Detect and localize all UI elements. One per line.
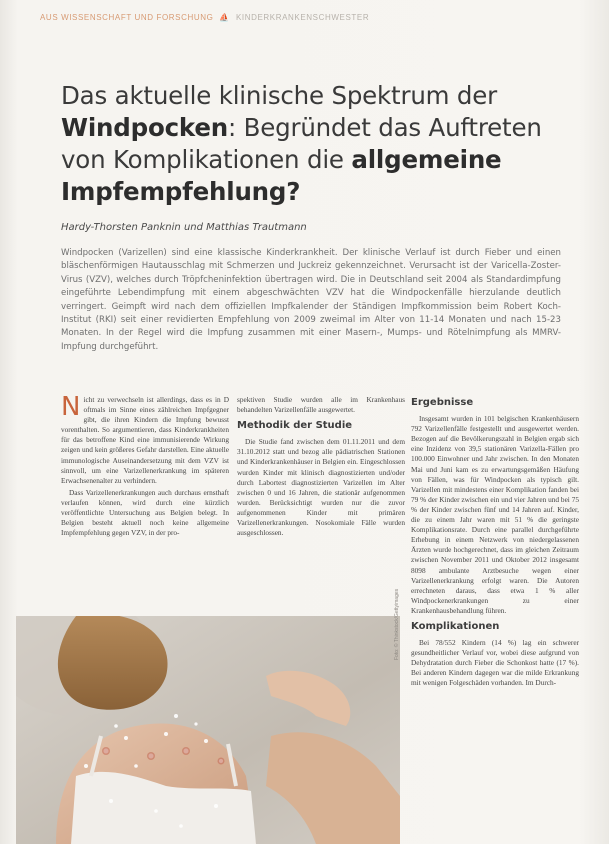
- photo-credit: Foto: © Thinkstock/Gettyimages: [394, 588, 400, 660]
- heading-komplikationen: Komplikationen: [411, 620, 500, 632]
- running-header: [40, 10, 589, 24]
- column-3-paragraph-1: Insgesamt wurden in 101 belgischen Krankenhäusern 792 Varizellenfälle festgestellt und ausgewertet werden. Bezogen auf die Bevölkerungszahl in Belgien ergab sich eine Inzidenz von 39,5 stationären Varizella-Fällen pro 100.000 Einwohner und Jahr zwischen. In den Monaten Mai und Juni kam es zu erwartungsgemäßen Häufung von Fällen, was für Windpocken als typisch gilt. Varizellen mit mindestens einer Komplikation fanden bei 79 % der Kinder zwischen ein und vier Jahren und bei 75 % der Kinder zwischen fünf und 14 Jahren auf. Kinder, die zu einem Jahr waren mit 51 % die geringste Komplikationsrate. Durch eine parallel durchgeführte Erhebung in einem Netzwerk von niedergelassenen Ärzten wurde hochgerechnet, dass im gleichen Zeitraum zwischen November 2011 und Oktober 2012 insgesamt 8098 ambulante Arztbesuche wegen einer Varizellenerkrankung erfolgt waren. Die Autoren errechneten daraus, dass etwa 1 % aller Windpockenerkrankungen zu einer Krankenhausbehandlung führen.: [411, 414, 579, 615]
- article-authors: Hardy-Thorsten Panknin und Matthias Trautmann: [61, 222, 307, 233]
- title-part-1: Das aktuelle klinische Spektrum der: [61, 81, 497, 110]
- column-1-paragraph-1-text: icht zu verwechseln ist allerdings, dass es in D oftmals im Sinne eines zählreichen Impfgegner gibt, die ihren Kindern die Impfung bewusst vorenthalten. So argumentieren, dass Kinderkrankheiten für das betroffene Kind eine immunisierende Wirkung zeigen und kein größeres Gefahr darstellen. Eine aktuelle immunologische Auseinandersetzung mit dem VZV ist sinnvoll, um eine Varizellenerkrankung im späteren Erwachsenenalter zu verhindern.: [61, 395, 229, 485]
- column-1-paragraph-2: Dass Varizellenerkrankungen auch durchaus ernsthaft verlaufen können, wird durch eine kürzlich veröffentlichte Untersuchung aus Belgien belegt. In Belgien besteht aktuell noch keine allgemeine Impfempfehlung gegen VZV, in der pro-: [61, 487, 229, 538]
- article-title: [61, 80, 581, 208]
- text-column-3: [411, 398, 579, 691]
- title-part-2: : Begründet das Auftreten von Komplikationen die: [61, 113, 542, 174]
- title-bold-2: allgemeine Impfempfehlung?: [61, 145, 502, 206]
- column-2-paragraph-1: spektiven Studie wurden alle im Krankenhaus behandelten Varizellenfälle ausgewertet.: [237, 395, 405, 415]
- drop-cap: N: [61, 392, 81, 422]
- column-3-paragraph-2: Bei 78/552 Kindern (14 %) lag ein schwerer gesundheitlicher Verlauf vor, wobei diese aufgrund von Dehydratation durch Fieber die Schonkost hatte (17 %). Bei anderen Kindern dagegen war die milde Erkrankung mit wenigen Folgeschäden vorhanden. Im Durch-: [411, 638, 579, 688]
- text-column-1: [61, 392, 229, 540]
- article-photo: [16, 616, 400, 844]
- publication-name: KINDERKRANKENSCHWESTER: [235, 12, 370, 22]
- section-label: AUS WISSENSCHAFT UND FORSCHUNG: [40, 12, 214, 22]
- publication-logo-icon: ⛵: [219, 12, 230, 22]
- text-column-2: [237, 395, 405, 540]
- child-with-chickenpox-illustration: [16, 616, 400, 844]
- article-abstract: Windpocken (Varizellen) sind eine klassische Kinderkrankheit. Der klinische Verlauf ist durch Fieber und einen bläschenförmigen Hautausschlag mit Schmerzen und Juckreiz gekennzeichnet. Verursacht ist der Varicella-Zoster-Virus (VZV), welches durch Tröpfcheninfektion übertragen wird. Die in Deutschland seit 2004 als Standardimpfung eingeführte Lebendimpfung mit einem abgeschwächten VZV hat die Windpockenfälle hierzulande deutlich verringert. Geimpft wird nach dem offiziellen Impfkalender der Ständigen Impfkommission beim Robert Koch-Institut (RKI) seit einer revidierten Empfehlung von 2009 zweimal im Alter von 11-14 Monaten und nach 15-23 Monaten. In der Regel wird die Impfung zusammen mit einer Masern-, Mumps- und Rötelnimpfung als MMRV-Impfung durchgeführt.: [61, 248, 561, 352]
- column-1-paragraph-1: [61, 392, 229, 486]
- column-2-paragraph-2: Die Studie fand zwischen dem 01.11.2011 und dem 31.10.2012 statt und bezog alle pädiatrischen Stationen und Kinderkrankenhäuser in Belgien ein. Eingeschlossen wurden Kinder mit klinisch diagnostizierten und/oder durch Labortest diagnostizierten Varizellen im Alter zwischen 0 und 16 Jahren, die stationär aufgenommen wurden. Berücksichtigt wurden nur die zuvor aufgenommenen Kinder mit primären Varizellenerkrankungen. Nosokomiale Fälle wurden ausgeschlossen.: [237, 437, 405, 538]
- heading-methodik: Methodik der Studie: [237, 420, 353, 432]
- title-bold-1: Windpocken: [61, 113, 228, 142]
- heading-ergebnisse: Ergebnisse: [411, 397, 474, 408]
